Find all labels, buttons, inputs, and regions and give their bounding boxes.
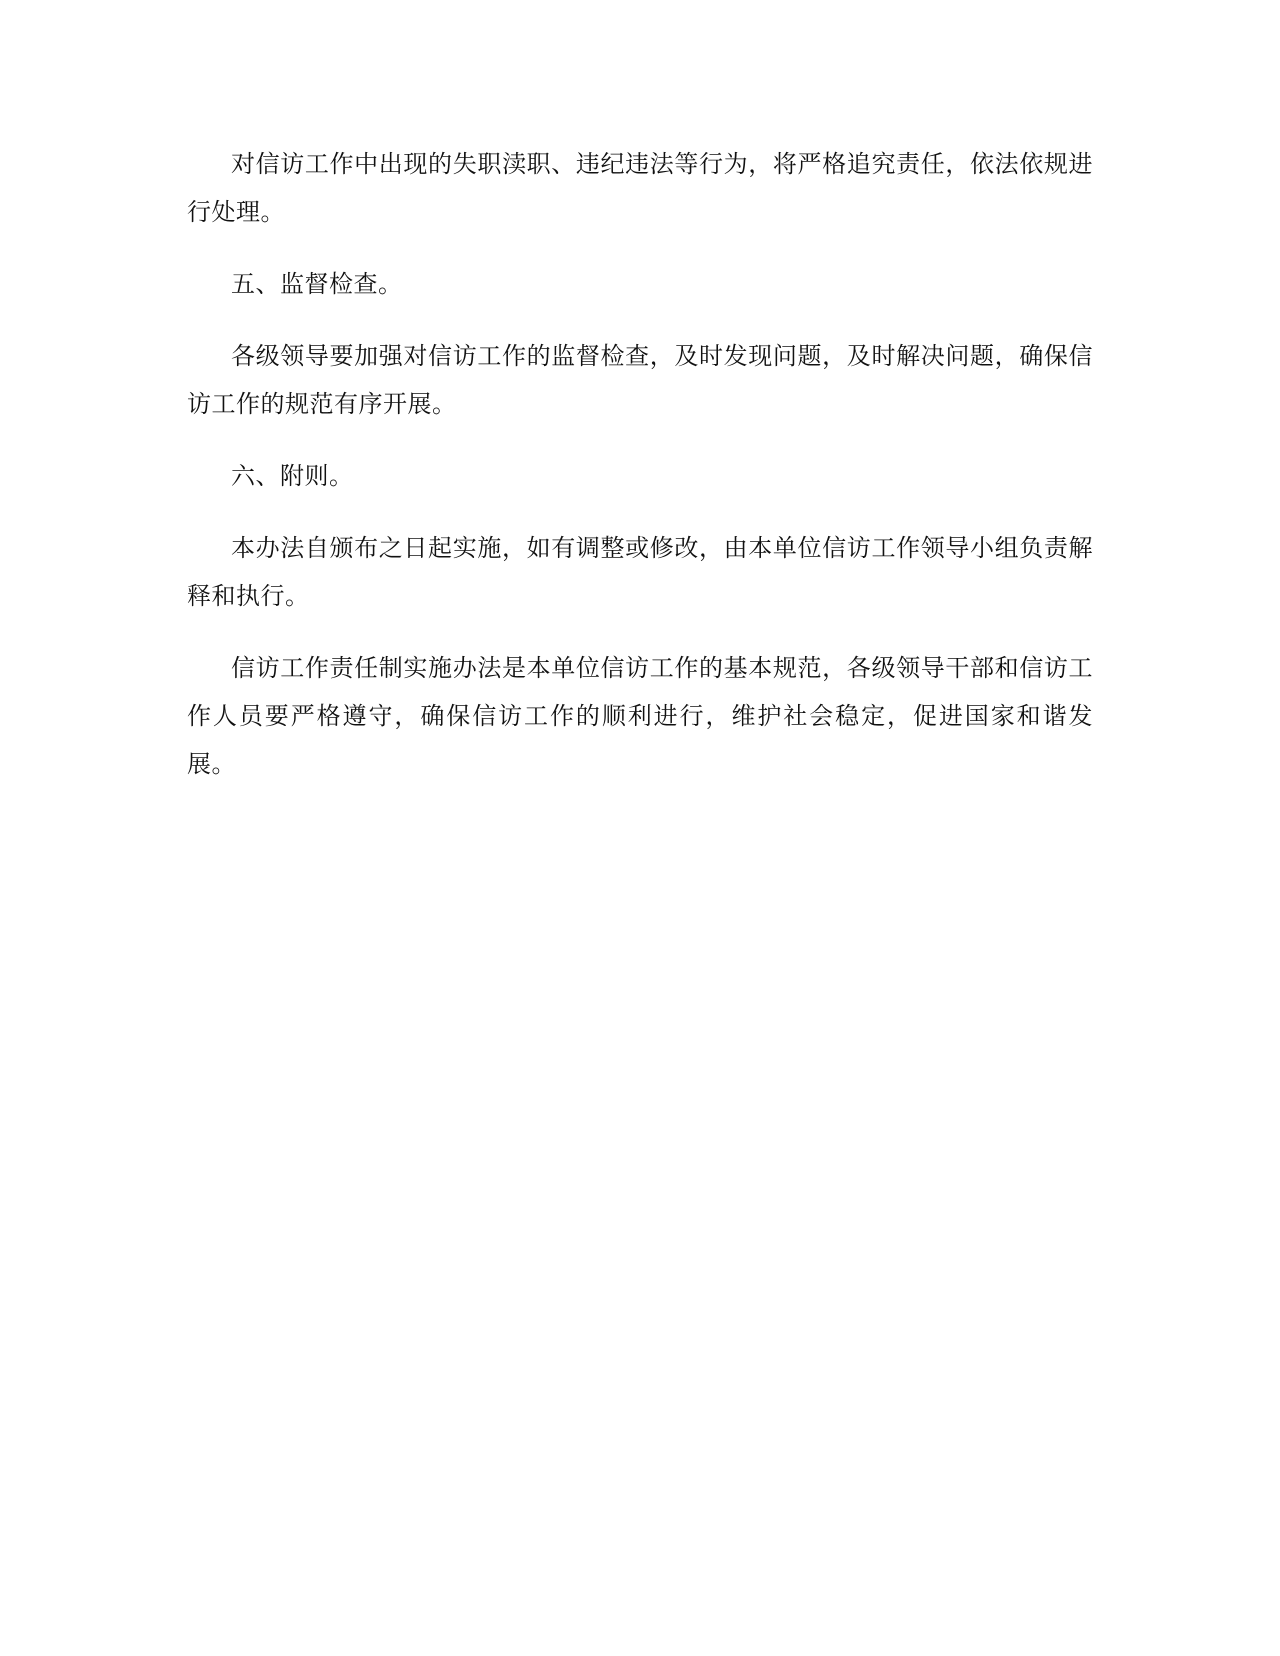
- paragraph-accountability: 对信访工作中出现的失职渎职、违纪违法等行为，将严格追究责任，依法依规进行处理。: [187, 150, 1093, 226]
- paragraph-conclusion: 信访工作责任制实施办法是本单位信访工作的基本规范，各级领导干部和信访工作人员要严格遵守，确保信访工作的顺利进行，维护社会稳定，促进国家和谐发展。: [187, 654, 1093, 778]
- paragraph-supervision: 各级领导要加强对信访工作的监督检查，及时发现问题，及时解决问题，确保信访工作的规范有序开展。: [187, 342, 1093, 418]
- document-body: [187, 140, 1093, 812]
- section-heading-supplementary: 六、附则。: [231, 462, 354, 490]
- paragraph-effective-date: 本办法自颁布之日起实施，如有调整或修改，由本单位信访工作领导小组负责解释和执行。: [187, 534, 1093, 610]
- section-heading-supervision: 五、监督检查。: [231, 270, 403, 298]
